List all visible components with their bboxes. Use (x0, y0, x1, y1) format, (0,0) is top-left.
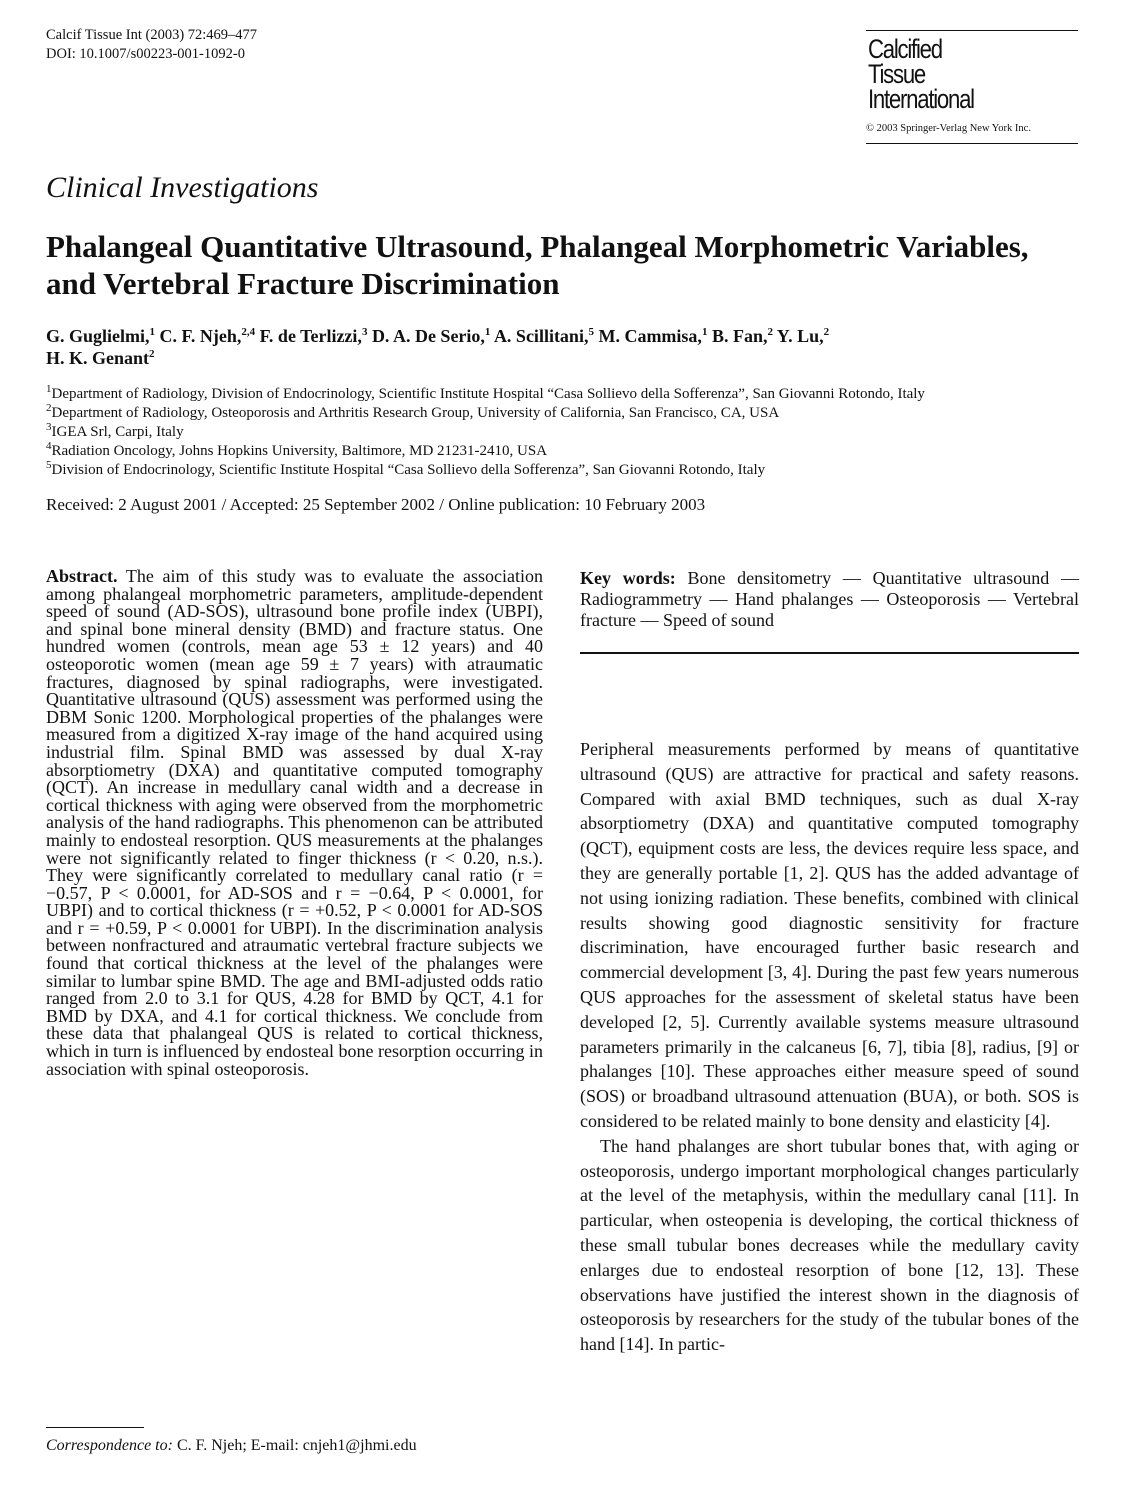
author: G. Guglielmi,$^1$ (46, 326, 155, 346)
affiliation: $^3$IGEA Srl, Carpi, Italy (46, 421, 184, 440)
author: H. K. Genant$^2$ (46, 348, 155, 368)
keywords (580, 568, 1079, 631)
journal-logo (866, 30, 1078, 144)
footnote-text: C. F. Njeh; E-mail: cnjeh1@jhmi.edu (176, 1437, 417, 1454)
author: F. de Terlizzi,$^3$ (259, 326, 368, 346)
author: A. Scillitani,$^5$ (493, 326, 594, 346)
author: B. Fan,$^2$ (711, 326, 773, 346)
section-heading: Clinical Investigations (46, 171, 319, 204)
affiliation: $^1$Department of Radiology, Division of Endocrinology, Scientific Institute Hospital “Casa Sollievo della Sofferenza”, San Giovanni Rotondo, Italy (46, 383, 925, 402)
abstract-text: The aim of this study was to evaluate the association among phalangeal morphometric parameters, amplitude-dependent speed of sound (AD-SOS), ultrasound bone profile index (UBPI), and spinal bone mineral density (BMD) and fracture status. One hundred women (controls, mean age 53 ± 12 years) and 40 osteoporotic women (mean age 59 ± 7 years) with atraumatic fractures, diagnosed by spinal radiographs, were investigated. Quantitative ultrasound (QUS) assessment was performed using the DBM Sonic 1200. Morphological properties of the phalanges were measured from a digitized X-ray image of the hand acquired using industrial film. Spinal BMD was assessed by dual X-ray absorptiometry (DXA) and quantitative computed tomography (QCT). An increase in medullary canal width and a decrease in cortical thickness with aging were observed from the morphometric analysis of the hand radiographs. This phenomenon can be attributed mainly to endosteal resorption. QUS measurements at the phalanges were not significantly related to finger thickness (r < 0.20, n.s.). They were significantly correlated to medullary canal ratio (r = −0.57, P < 0.0001, for AD-SOS and r = −0.64, P < 0.0001, for UBPI) and to cortical thickness (r = +0.52, P < 0.0001 for AD-SOS and r = +0.59, P < 0.0001 for UBPI). In the discrimination analysis between nonfractured and atraumatic vertebral fracture subjects we found that cortical thickness at the level of the phalanges were similar to lumbar spine BMD. The age and BMI-adjusted odds ratio ranged from 2.0 to 3.1 for QUS, 4.28 for BMD by QCT, 4.1 for BMD by DXA, and 4.1 for cortical thickness. We conclude from these data that phalangeal QUS is related to cortical thickness, which in turn is influenced by endosteal bone resorption occurring in association with spinal osteoporosis. (46, 566, 543, 1079)
affiliation: $^2$Department of Radiology, Osteoporosis and Arthritis Research Group, University of California, San Francisco, CA, USA (46, 402, 780, 421)
abstract (46, 568, 543, 1078)
logo-line-1: Calcified (868, 34, 942, 64)
journal-citation (46, 26, 257, 64)
correspondence-footnote (46, 1437, 417, 1455)
affiliation: $^4$Radiation Oncology, Johns Hopkins University, Baltimore, MD 21231-2410, USA (46, 440, 548, 459)
publication-dates: Received: 2 August 2001 / Accepted: 25 September 2002 / Online publication: 10 February 2003 (46, 495, 706, 514)
author: Y. Lu,$^2$ (776, 326, 830, 346)
keywords-divider (580, 652, 1079, 654)
keywords-label: Key words: (580, 568, 676, 588)
logo-line-3: International (868, 84, 974, 114)
citation-line-2: DOI: 10.1007/s00223-001-1092-0 (46, 46, 245, 62)
author: C. F. Njeh,$^{2,4}$ (159, 326, 256, 346)
footnote-divider (46, 1427, 144, 1428)
keywords-text: Bone densitometry — Quantitative ultrasound — Radiogrammetry — Hand phalanges — Osteoporosis — Vertebral fracture — Speed of sound (580, 568, 1079, 630)
author-list (46, 325, 1086, 369)
journal-logo-wordmark (868, 34, 974, 114)
copyright-notice: © 2003 Springer-Verlag New York Inc. (866, 123, 1031, 134)
logo-line-2: Tissue (868, 59, 926, 89)
affiliation-list (46, 385, 1086, 480)
author: D. A. De Serio,$^1$ (371, 326, 491, 346)
citation-line-1: Calcif Tissue Int (2003) 72:469–477 (46, 27, 258, 43)
body-paragraph-1: Peripheral measurements performed by means of quantitative ultrasound (QUS) are attractive for practical and safety reasons. Compared with axial BMD techniques, such as dual X-ray absorptiometry (DXA) and quantitative computed tomography (QCT), equipment costs are less, the devices require less space, and they are generally portable [1, 2]. QUS has the added advantage of not using ionizing radiation. These benefits, combined with clinical results showing good diagnostic sensitivity for fracture discrimination, have encouraged further basic research and commercial development [3, 4]. During the past few years numerous QUS approaches for the assessment of skeletal status have been developed [2, 5]. Currently available systems measure ultrasound parameters primarily in the calcaneus [6, 7], tibia [8], radius, [9] or phalanges [10]. These approaches either measure speed of sound (SOS) or broadband ultrasound attenuation (BUA), or both. SOS is considered to be related mainly to bone density and elasticity [4]. (580, 739, 1079, 1131)
body-paragraph-2: The hand phalanges are short tubular bones that, with aging or osteoporosis, undergo important morphological changes particularly at the level of the metaphysis, within the medullary canal [11]. In particular, when osteopenia is developing, the cortical thickness of these small tubular bones decreases while the medullary cavity enlarges due to endosteal resorption of bone [12, 13]. These observations have justified the interest shown in the diagnosis of osteoporosis by researchers for the study of the tubular bones of the hand [14]. In partic- (580, 1135, 1079, 1355)
affiliation: $^5$Division of Endocrinology, Scientific Institute Hospital “Casa Sollievo della Sofferenza”, San Giovanni Rotondo, Italy (46, 459, 766, 478)
abstract-label: Abstract. (46, 566, 118, 586)
paper-title: Phalangeal Quantitative Ultrasound, Phalangeal Morphometric Variables, and Vertebral Fracture Discrimination (46, 229, 1029, 301)
body-text (580, 737, 1079, 1357)
footnote-label: Correspondence to: (46, 1437, 173, 1454)
author: M. Cammisa,$^1$ (598, 326, 708, 346)
